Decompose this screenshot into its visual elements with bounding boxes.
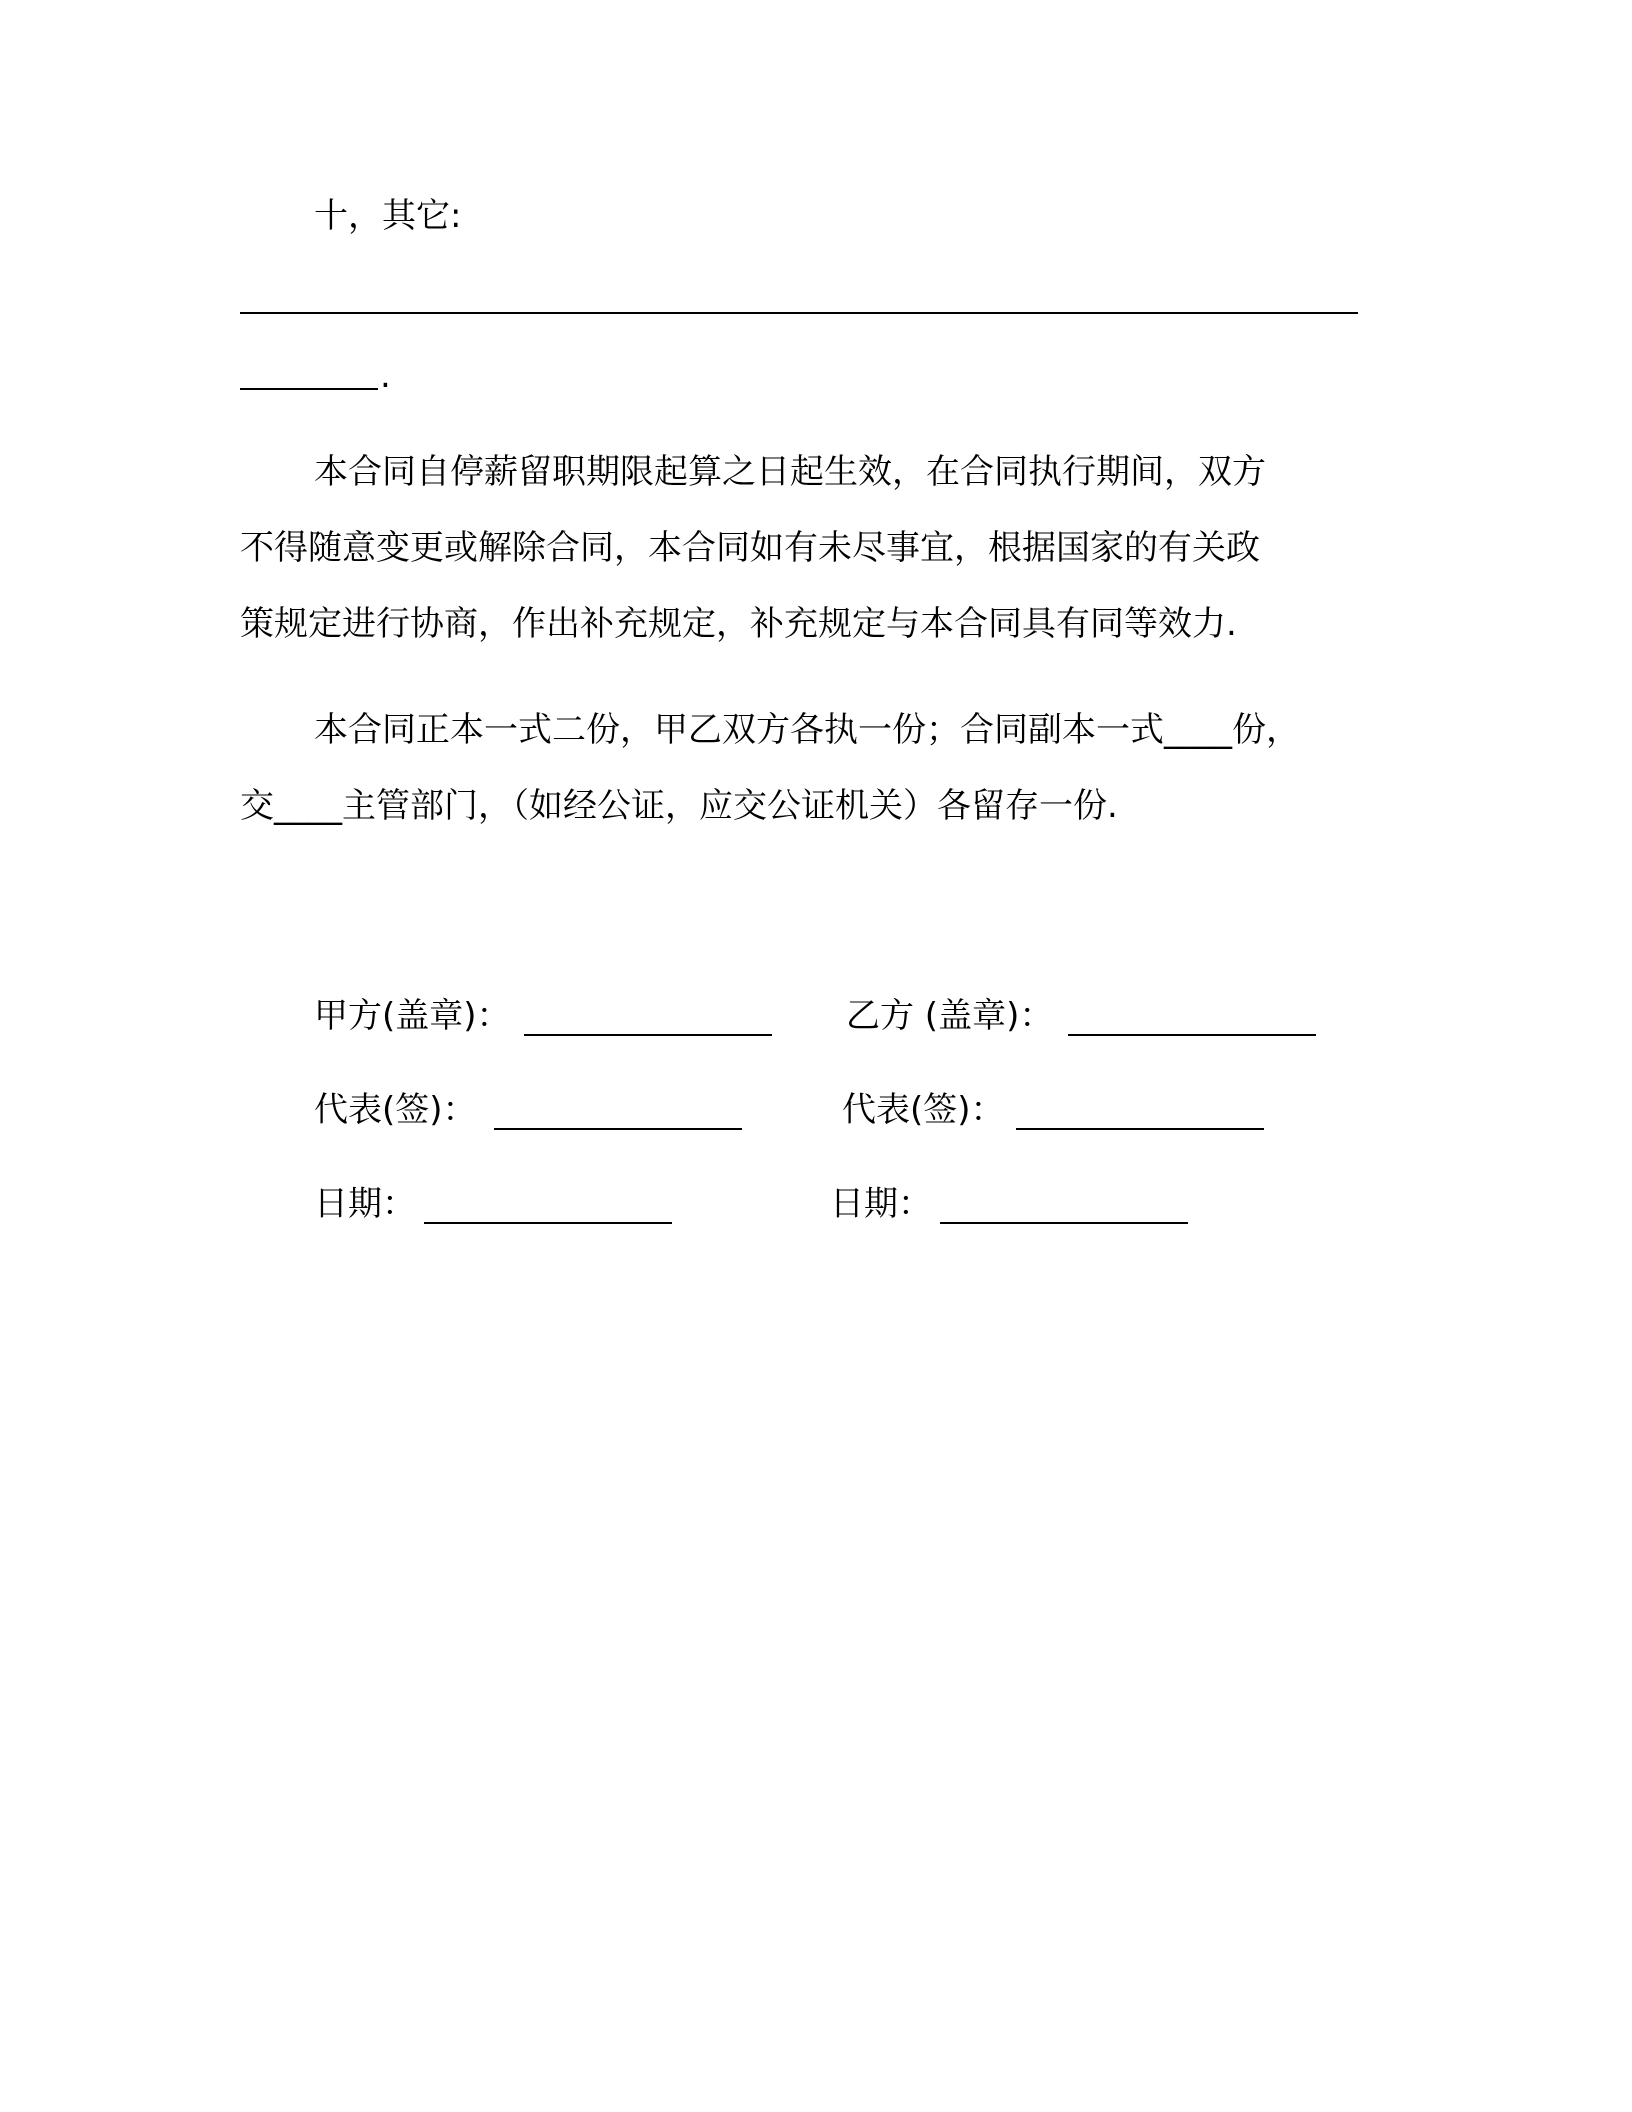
party-b-date-line: [940, 1222, 1188, 1224]
paragraph2-line1: 本合同正本一式二份，甲乙双方各执一份；合同副本一式____份，: [314, 710, 1300, 750]
party-a-rep-label: 代表(签)：: [314, 1090, 477, 1130]
party-b-seal-label: 乙方 (盖章)：: [846, 996, 1054, 1036]
paragraph2-line2: 交____主管部门，（如经公证，应交公证机关）各留存一份.: [240, 786, 1118, 826]
paragraph1-line1: 本合同自停薪留职期限起算之日起生效，在合同执行期间，双方: [314, 452, 1266, 492]
blank-fill-line-2: [240, 388, 378, 390]
party-a-date-label: 日期：: [314, 1184, 416, 1224]
section-heading: 十，其它:: [314, 196, 462, 236]
party-b-rep-line: [1016, 1128, 1264, 1130]
paragraph1-line3: 策规定进行协商，作出补充规定，补充规定与本合同具有同等效力.: [240, 604, 1237, 644]
blank-fill-line-1: [240, 312, 1358, 314]
party-a-seal-line: [524, 1034, 772, 1036]
party-b-rep-label: 代表(签)：: [842, 1090, 1005, 1130]
party-a-seal-label: 甲方(盖章)：: [314, 996, 511, 1036]
party-a-date-line: [424, 1222, 672, 1224]
party-a-rep-line: [494, 1128, 742, 1130]
blank-period: .: [380, 356, 391, 396]
paragraph1-line2: 不得随意变更或解除合同，本合同如有未尽事宜，根据国家的有关政: [240, 528, 1260, 568]
party-b-seal-line: [1068, 1034, 1316, 1036]
party-b-date-label: 日期：: [830, 1184, 932, 1224]
